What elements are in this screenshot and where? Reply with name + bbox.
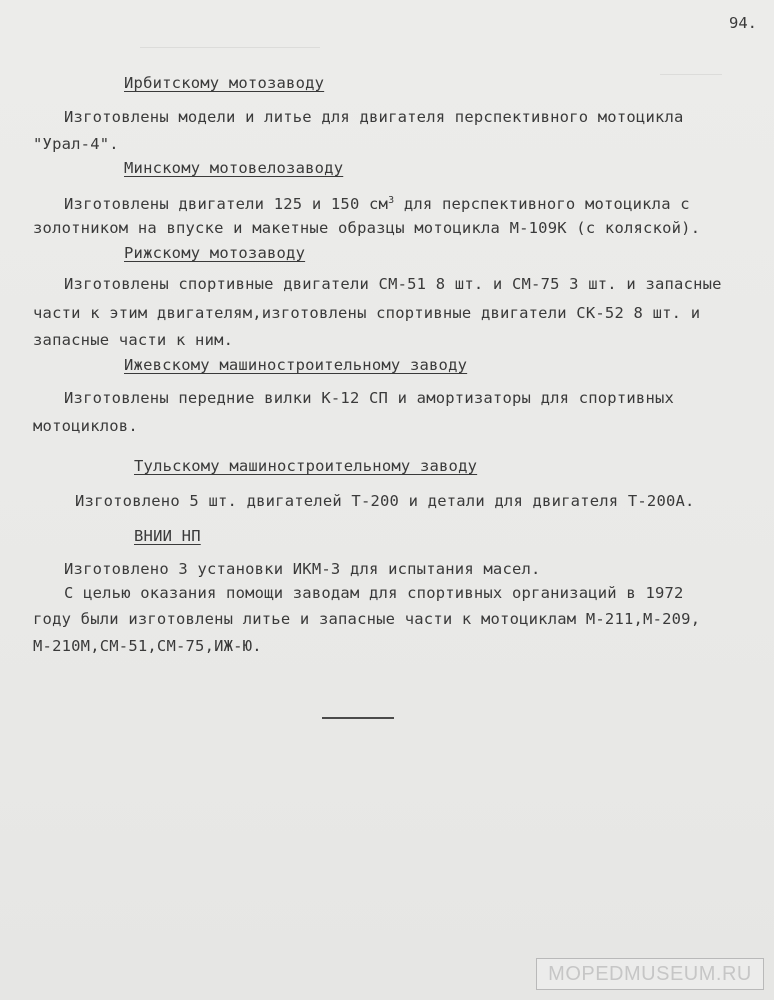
heading-izhevsk: Ижевскому машиностроительному заводу [124,356,468,374]
paragraph-line: С целью оказания помощи заводам для спортивных организаций в 1972 [64,584,684,602]
paragraph-line: Изготовлено 5 шт. двигателей Т-200 и детали для двигателя Т-200А. [75,492,695,510]
page-number: 94. [729,14,757,32]
paragraph-line: Изготовлены модели и литье для двигателя перспективного мотоцикла [64,108,684,126]
paragraph-line: году были изготовлены литье и запасные части к мотоциклам М-211,М-209, [33,610,701,628]
paragraph-line: Изготовлены спортивные двигатели СМ-51 8 шт. и СМ-75 3 шт. и запасные [64,275,722,293]
heading-vnii-np: ВНИИ НП [134,527,201,545]
paragraph-line [64,191,690,214]
paragraph-line: Изготовлены передние вилки К-12 СП и амортизаторы для спортивных [64,389,675,407]
heading-tula: Тульскому машиностроительному заводу [134,457,478,475]
text-fragment: для перспективного мотоцикла с [394,195,690,213]
text-fragment: Изготовлены двигатели 125 и 150 см [64,195,389,213]
paragraph-line: Изготовлено 3 установки ИКМ-3 для испытания масел. [64,560,541,578]
paragraph-line: мотоциклов. [33,417,138,435]
paragraph-line: "Урал-4". [33,135,119,153]
bleed-through-mark [140,47,320,48]
paragraph-line: части к этим двигателям,изготовлены спортивные двигатели СК-52 8 шт. и [33,304,701,322]
closing-rule [322,717,394,719]
paragraph-line: золотником на впуске и макетные образцы мотоцикла М-109К (с коляской). [33,219,701,237]
watermark: MOPEDMUSEUM.RU [536,958,764,990]
paragraph-line: запасные части к ним. [33,331,234,349]
heading-riga: Рижскому мотозаводу [124,244,306,262]
superscript: 3 [388,195,395,206]
paragraph-line: М-210М,СМ-51,СМ-75,ИЖ-Ю. [33,637,262,655]
heading-irbit: Ирбитскому мотозаводу [124,74,325,92]
heading-minsk: Минскому мотовелозаводу [124,159,344,177]
bleed-through-mark [660,74,722,75]
